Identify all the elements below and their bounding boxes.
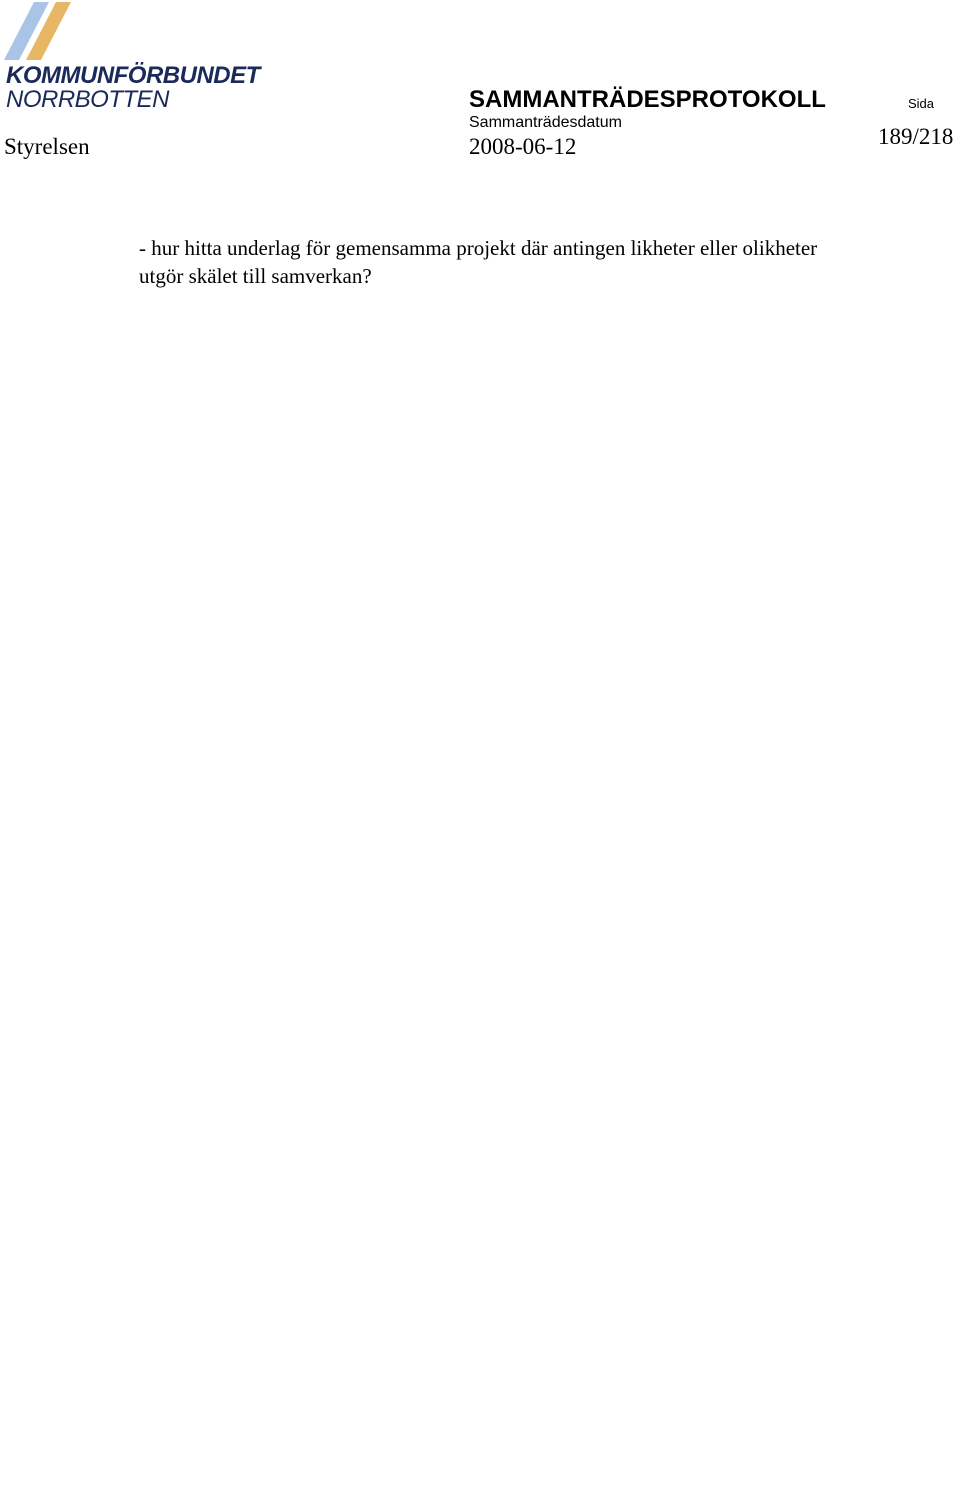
page-label: Sida bbox=[908, 96, 935, 111]
organization-logo bbox=[4, 2, 264, 112]
logo-text-line2: NORRBOTTEN bbox=[6, 86, 169, 113]
page-number: 189/218 bbox=[878, 124, 954, 149]
text-line: utgör skälet till samverkan? bbox=[139, 264, 372, 289]
text-line: - hur hitta underlag för gemensamma projekt där antingen likheter eller olikheter bbox=[139, 236, 818, 260]
paragraph bbox=[139, 234, 936, 291]
meeting-date-label: Sammanträdesdatum bbox=[469, 114, 622, 131]
document-body bbox=[139, 234, 936, 291]
logo-text-line1: KOMMUNFÖRBUNDET bbox=[6, 62, 260, 89]
unit-name: Styrelsen bbox=[4, 134, 90, 159]
logo-stripes-icon bbox=[4, 2, 74, 64]
meeting-date-value: 2008-06-12 bbox=[469, 134, 577, 159]
document-title: SAMMANTRÄDESPROTOKOLL bbox=[469, 86, 826, 113]
